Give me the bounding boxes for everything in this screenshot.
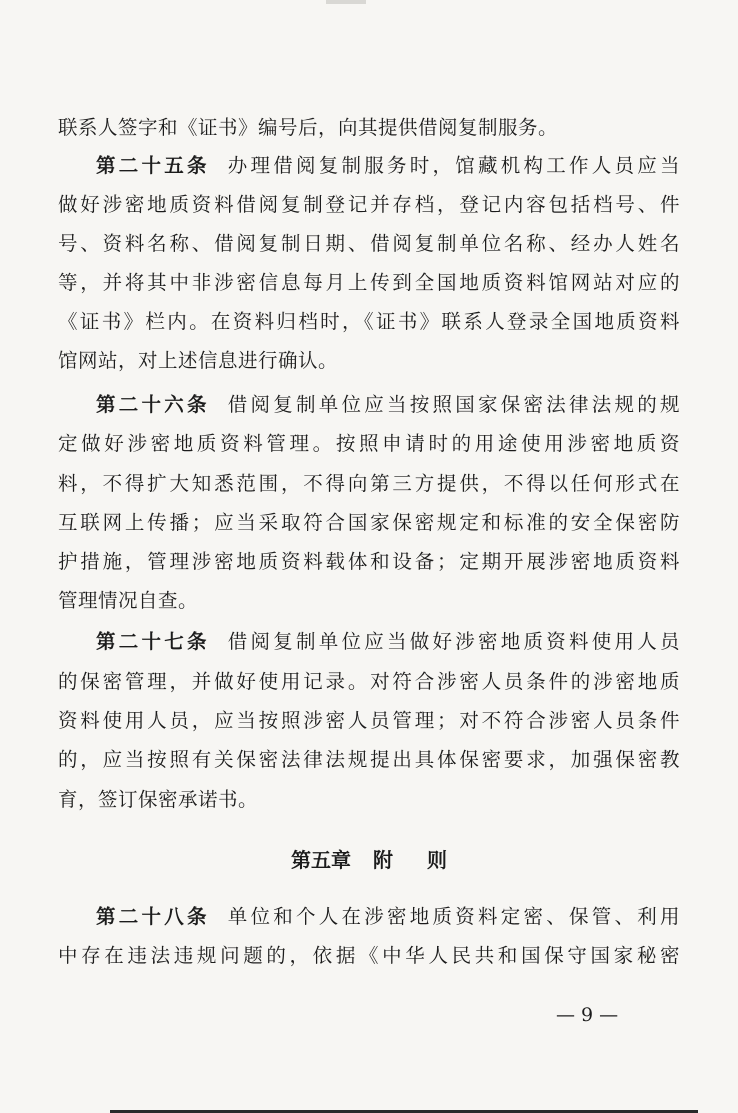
text-line: 馆网站，对上述信息进行确认。 [58, 349, 339, 372]
article-26-title: 第二十六条 [96, 393, 210, 416]
text-line: 等，并将其中非涉密信息每月上传到全国地质资料馆网站对应的 [58, 271, 680, 294]
article-26-first-line [96, 386, 680, 424]
article-27-title: 第二十七条 [96, 630, 210, 653]
text-span: 借阅复制单位应当做好涉密地质资料使用人员 [227, 630, 680, 653]
text-line: 《证书》栏内。在资料归档时，《证书》联系人登录全国地质资料 [58, 310, 680, 333]
text-line: 定做好涉密地质资料管理。按照申请时的用途使用涉密地质资 [58, 432, 680, 455]
chapter-title-char: 附 [373, 848, 393, 872]
text-line: 的保密管理，并做好使用记录。对符合涉密人员条件的涉密地质 [58, 670, 680, 693]
text-line: 做好涉密地质资料借阅复制登记并存档，登记内容包括档号、件 [58, 193, 680, 216]
article-28-title: 第二十八条 [96, 905, 210, 928]
page-number: — 9 — [556, 1004, 619, 1026]
text-span: 借阅复制单位应当按照国家保密法律法规的规 [227, 393, 680, 416]
chapter-number: 第五章 [291, 848, 351, 872]
text-line: 料，不得扩大知悉范围，不得向第三方提供，不得以任何形式在 [58, 472, 680, 495]
text-line: 护措施，管理涉密地质资料载体和设备；定期开展涉密地质资料 [58, 550, 680, 573]
article-27-first-line [96, 623, 680, 661]
chapter-heading [0, 841, 738, 879]
text-line: 育，签订保密承诺书。 [58, 788, 259, 811]
text-span: 单位和个人在涉密地质资料定密、保管、利用 [227, 905, 680, 928]
scan-mark [326, 0, 366, 4]
article-25-title: 第二十五条 [96, 154, 210, 177]
text-line: 联系人签字和《证书》编号后，向其提供借阅复制服务。 [58, 116, 559, 139]
text-line: 互联网上传播；应当采取符合国家保密规定和标准的安全保密防 [58, 511, 680, 534]
chapter-title-char: 则 [427, 848, 447, 872]
text-span: 办理借阅复制服务时，馆藏机构工作人员应当 [227, 154, 680, 177]
text-line: 号、资料名称、借阅复制日期、借阅复制单位名称、经办人姓名 [58, 232, 680, 255]
article-28-first-line [96, 898, 680, 936]
text-line: 的，应当按照有关保密法律法规提出具体保密要求，加强保密教 [58, 748, 680, 771]
text-line: 管理情况自查。 [58, 589, 199, 612]
text-line: 中存在违法违规问题的，依据《中华人民共和国保守国家秘密 [58, 944, 680, 967]
text-line: 资料使用人员，应当按照涉密人员管理；对不符合涉密人员条件 [58, 709, 680, 732]
article-25-first-line [96, 147, 680, 185]
